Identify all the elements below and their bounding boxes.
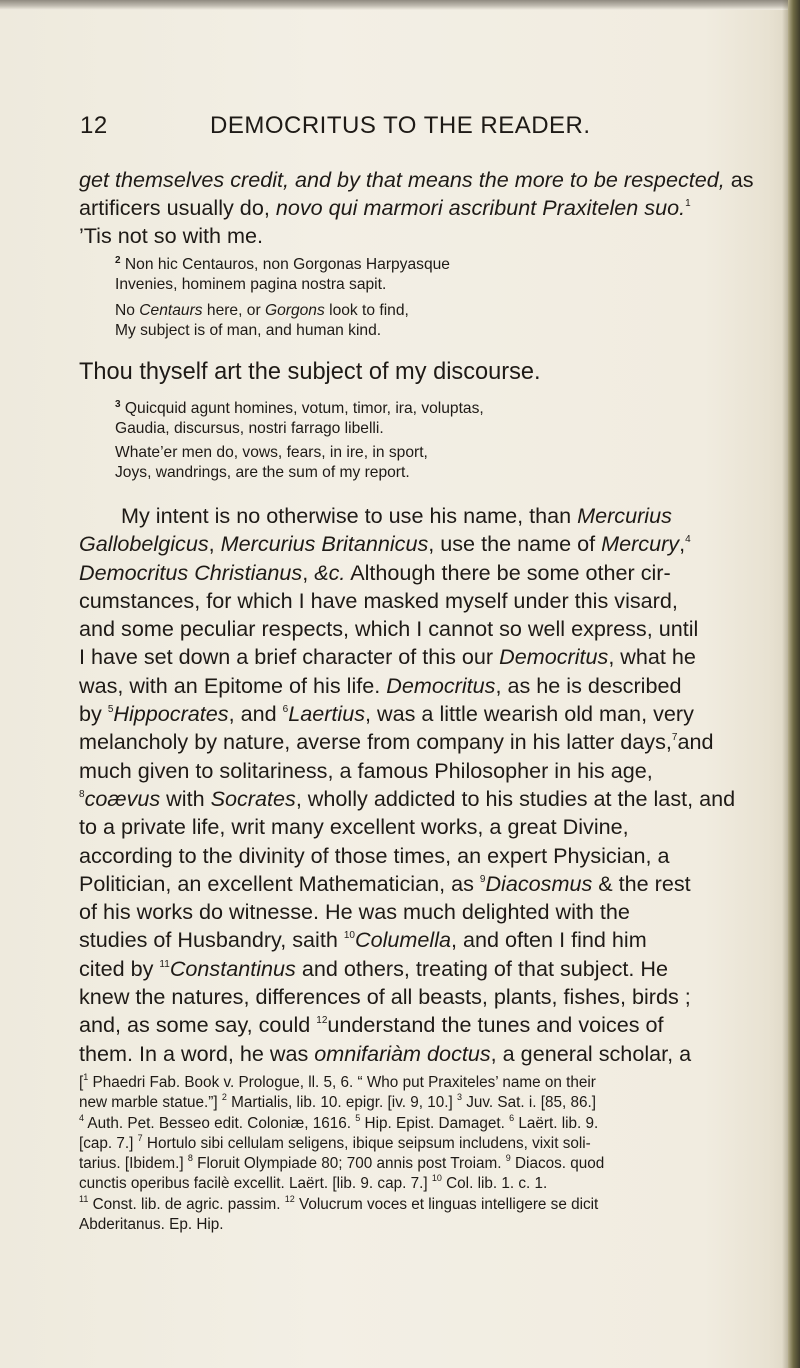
footnote-ref: 7: [671, 732, 678, 744]
thou-line: [79, 358, 772, 386]
english-verse-line: No Centaurs here, or Gorgons look to find,: [115, 302, 409, 319]
text-line: I have set down a brief character of this our Democritus, what he: [79, 644, 696, 670]
text-line: ’Tis not so with me.: [79, 223, 264, 248]
footnotes: [79, 1073, 772, 1235]
latin-verse-line: Gaudia, discursus, nostri farrago libelli.: [115, 420, 384, 437]
text-line: Democritus Christianus, &c. Although there be some other cir-: [79, 559, 671, 585]
text-line: artificers usually do, novo qui marmori ascribunt Praxitelen suo.$^1$: [79, 195, 691, 220]
footnote-line: Abderitanus. Ep. Hip.: [79, 1216, 224, 1234]
text-line: by $^5$Hippocrates, and $^6$Laertius, was a little wearish old man, very: [79, 701, 694, 727]
footnote-ref: 11: [159, 958, 170, 970]
text-line: studies of Husbandry, saith $^{10}$Columella, and often I find him: [79, 927, 647, 953]
text-line: and, as some say, could $^{12}$understand the tunes and voices of: [79, 1012, 664, 1038]
footnote-line: [cap. 7.] $^7$ Hortulo sibi cellulam seligens, ibique seipsum includens, vixit soli-: [79, 1132, 591, 1152]
text-line: melancholy by nature, averse from company in his latter days,$^7$and: [79, 729, 714, 755]
footnote-line: cunctis operibus facilè excellit. Laërt. [lib. 9. cap. 7.] $^{10}$ Col. lib. 1. c. 1.: [79, 1173, 548, 1193]
text-line: according to the divinity of those times, an expert Physician, a: [79, 842, 670, 868]
verse-quotation-2: [115, 399, 800, 439]
text-line: Gallobelgicus, Mercurius Britannicus, use the name of Mercury,$^4$: [79, 531, 691, 557]
main-paragraph: [79, 502, 772, 1068]
text-line: get themselves credit, and by that means the more to be respected, as: [79, 167, 754, 192]
footnote-ref: 8: [79, 788, 85, 800]
running-head: DEMOCRITUS TO THE READER.: [210, 112, 591, 139]
latin-verse-line: Invenies, hominem pagina nostra sapit.: [115, 276, 387, 293]
page-number: 12: [80, 112, 108, 139]
footnote-line: $^{11}$ Const. lib. de agric. passim. $^{12}$ Volucrum voces et linguas intelligere se dicit: [79, 1193, 599, 1213]
text-line: Politician, an excellent Mathematician, as $^9$Diacosmus & the rest: [79, 870, 691, 896]
page-header: [0, 112, 800, 146]
english-verse-line: Whate’er men do, vows, fears, in ire, in sport,: [115, 444, 428, 461]
footnote-ref: 4: [685, 534, 691, 546]
latin-verse-line: $^2$ Non hic Centauros, non Gorgonas Harpyasque: [115, 255, 450, 273]
footnote-line: tarius. [Ibidem.] $^8$ Floruit Olympiade 80; 700 annis post Troiam. $^9$ Diacos. quod: [79, 1153, 605, 1173]
english-verse-line: Joys, wandrings, are the sum of my report.: [115, 464, 410, 481]
text-line: My intent is no otherwise to use his name, than Mercurius: [121, 503, 672, 528]
text-line: cumstances, for which I have masked myself under this visard,: [79, 587, 678, 613]
book-spine-edge: [788, 0, 800, 1368]
footnote-ref: 2: [115, 255, 121, 266]
verse-translation-1: [115, 301, 800, 341]
footnote-line: $^4$ Auth. Pet. Besseo edit. Coloniæ, 1616. $^5$ Hip. Epist. Damaget. $^6$ Laërt. lib. 9.: [79, 1112, 599, 1132]
footnote-ref: 12: [316, 1015, 328, 1027]
text-line: of his works do witnesse. He was much delighted with the: [79, 899, 630, 925]
text-line: much given to solitariness, a famous Philosopher in his age,: [79, 757, 653, 783]
footnote-ref: 3: [115, 399, 121, 410]
text-line: to a private life, writ many excellent works, a great Divine,: [79, 814, 629, 840]
opening-paragraph: [79, 166, 772, 250]
footnote-line: [$^1$ Phaedri Fab. Book v. Prologue, ll. 5, 6. “ Who put Praxiteles’ name on their: [79, 1072, 596, 1091]
footnote-ref: 9: [479, 873, 486, 885]
text-line: knew the natures, differences of all beasts, plants, fishes, birds ;: [79, 984, 691, 1010]
english-verse-line: My subject is of man, and human kind.: [115, 322, 382, 339]
text-line: $^8$coævus with Socrates, wholly addicted to his studies at the last, and: [79, 785, 736, 811]
top-edge-shadow: [0, 0, 800, 10]
footnote-ref: 5: [107, 704, 114, 716]
text-line: cited by $^{11}$Constantinus and others, treating of that subject. He: [79, 955, 668, 981]
footnote-ref: 1: [685, 198, 691, 209]
footnote-ref: 6: [282, 704, 289, 716]
latin-verse-line: $^3$ Quicquid agunt homines, votum, timor, ira, voluptas,: [115, 399, 484, 417]
verse-translation-2: [115, 443, 800, 483]
text-line: and some peculiar respects, which I cannot so well express, until: [79, 616, 699, 642]
footnote-ref: 10: [343, 930, 355, 942]
text-line: them. In a word, he was omnifariàm doctus, a general scholar, a: [79, 1040, 692, 1066]
footnote-line: new marble statue.”] $^2$ Martialis, lib. 10. epigr. [iv. 9, 10.] $^3$ Juv. Sat. i. [85, 86.]: [79, 1092, 597, 1112]
text-line: was, with an Epitome of his life. Democritus, as he is described: [79, 672, 682, 698]
verse-quotation-1: [115, 255, 800, 295]
text-line: Thou thyself art the subject of my discourse.: [79, 359, 541, 385]
